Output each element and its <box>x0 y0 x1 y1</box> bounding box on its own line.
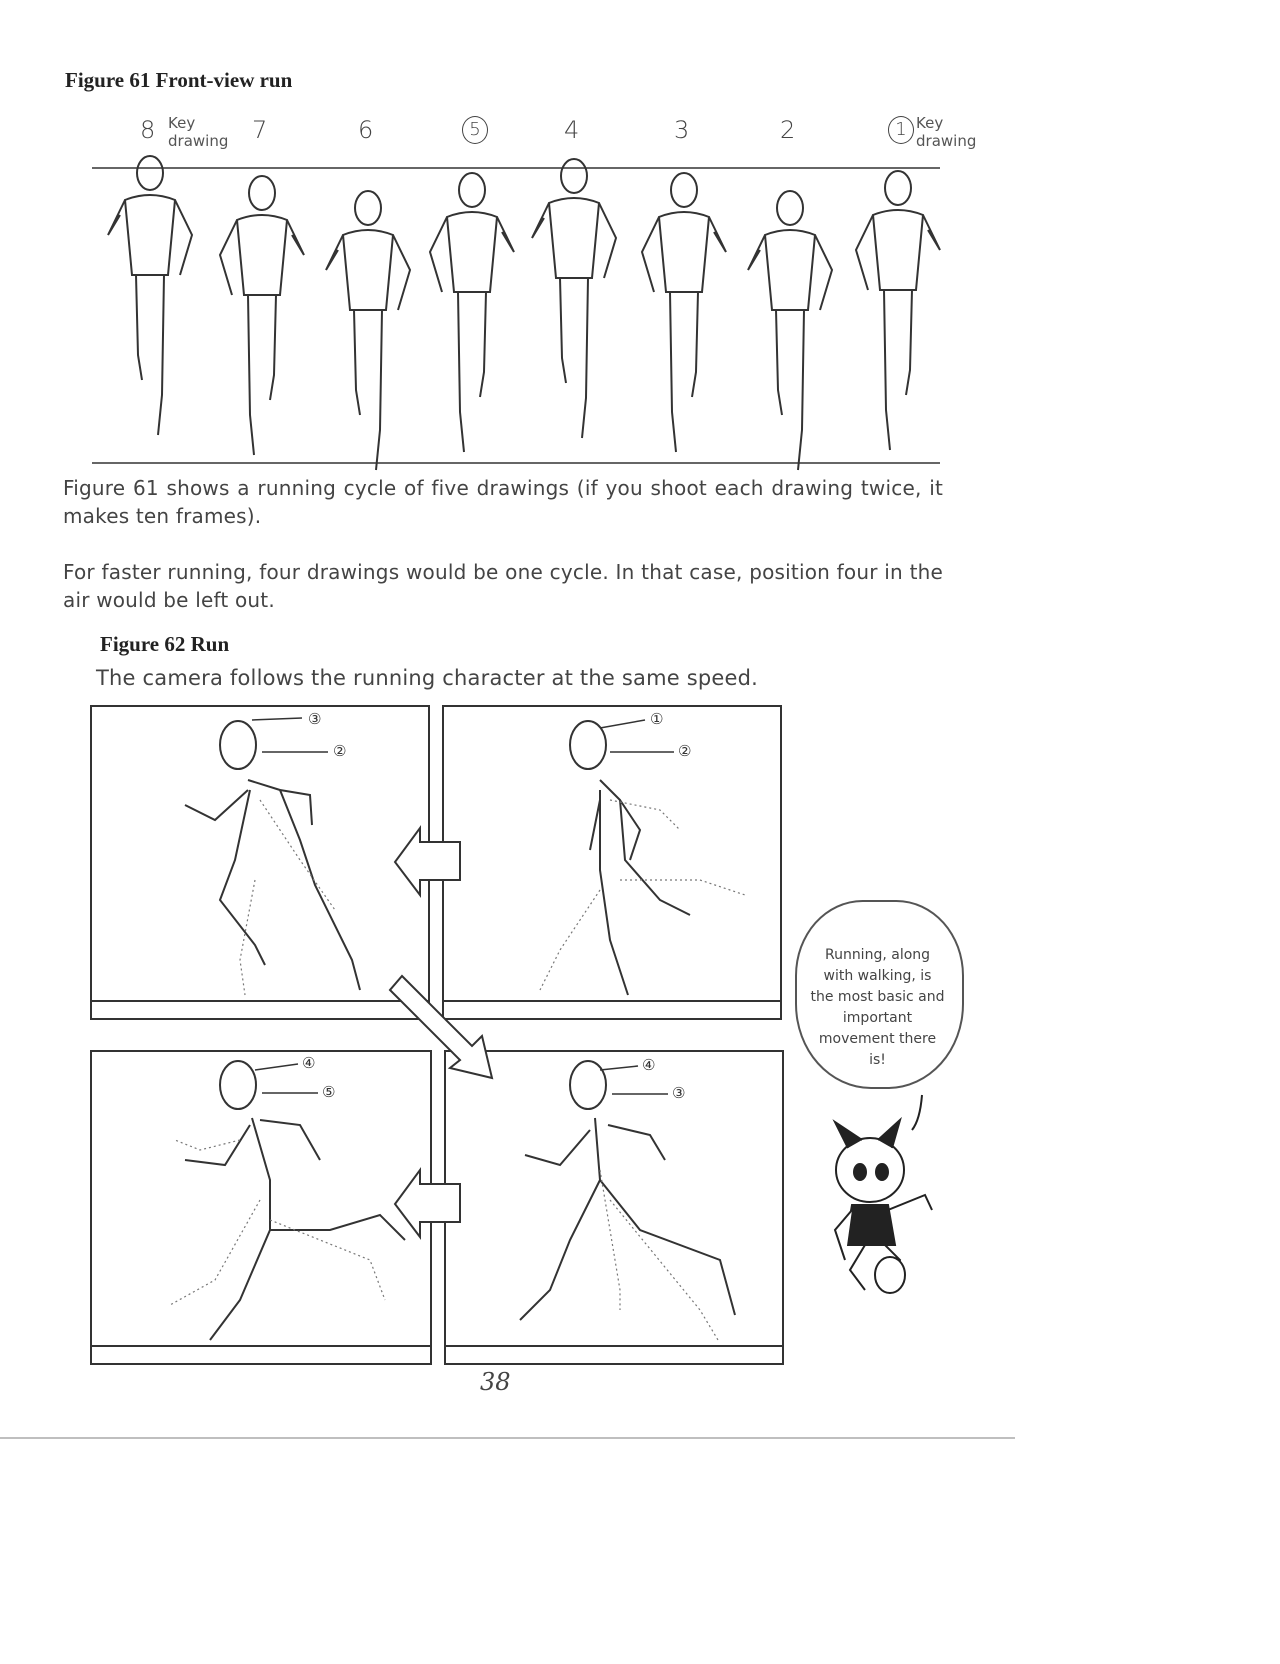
speech-bubble-text: Running, along with walking, is the most basic and important movement there is! <box>810 947 945 1068</box>
panel-4-label-b: ③ <box>672 1084 686 1102</box>
key-drawing-label: Key drawing <box>168 114 229 150</box>
frame-number: 4 <box>564 116 580 144</box>
panel-1-label-b: ② <box>333 742 347 760</box>
frame-number: 3 <box>674 116 690 144</box>
frame-number: 6 <box>358 116 374 144</box>
arrow-icon <box>390 828 492 1237</box>
frame-number: 8 <box>140 116 156 144</box>
runner-sketch <box>185 721 735 1340</box>
panel-1-label-a: ③ <box>308 710 322 728</box>
astro-boy-character <box>835 1095 932 1293</box>
frame-number: 5 <box>462 116 488 144</box>
frame-number: 1 <box>888 116 914 144</box>
frame-number: 7 <box>252 116 268 144</box>
figure-62-title: Figure 62 Run <box>100 632 230 656</box>
panel-3-label-b: ⑤ <box>322 1083 336 1101</box>
paragraph-1: Figure 61 shows a running cycle of five drawings (if you shoot each drawing twice, it makes ten frames). <box>63 476 943 528</box>
paragraph-2: For faster running, four drawings would be one cycle. In that case, position four in the air would be left out. <box>63 560 943 612</box>
panel-3-label-a: ④ <box>302 1054 316 1072</box>
figure-61-title: Figure 61 Front-view run <box>65 68 293 92</box>
panel-4-label-a: ④ <box>642 1056 656 1074</box>
figure-62-caption: The camera follows the running character at the same speed. <box>96 666 759 690</box>
key-drawing-label: Key drawing <box>916 114 977 150</box>
frame-number: 2 <box>780 116 796 144</box>
panel-2-label-a: ① <box>650 710 664 728</box>
page-number: 38 <box>480 1368 511 1396</box>
panel-2-label-b: ② <box>678 742 692 760</box>
